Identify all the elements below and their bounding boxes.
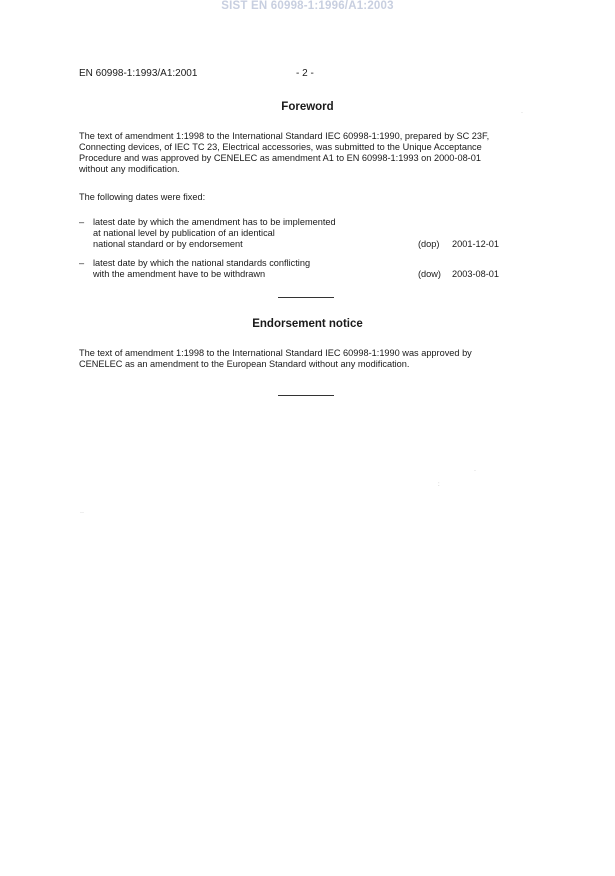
endorsement-line: The text of amendment 1:1998 to the International Standard IEC 60998-1:1990 was approved by (79, 348, 472, 358)
date-item-description (93, 258, 373, 280)
date-item-dow (79, 258, 499, 281)
date-value: 2001-12-01 (452, 239, 499, 249)
date-item-dop (79, 217, 499, 251)
foreword-intro (79, 131, 533, 175)
endorsement-title: Endorsement notice (252, 318, 363, 330)
foreword-intro-line: Procedure and was approved by CENELEC as amendment A1 to EN 60998-1:1993 on 2000-08-01 (79, 153, 481, 163)
endorsement-text (79, 348, 533, 370)
foreword-intro-line: Connecting devices, of IEC TC 23, Electrical accessories, was submitted to the Unique Acceptance (79, 142, 482, 152)
foreword-intro-line: without any modification. (79, 164, 180, 174)
list-dash: – (79, 258, 85, 268)
date-value: 2003-08-01 (452, 269, 499, 279)
date-code: (dow) (418, 269, 441, 279)
foreword-title: Foreword (281, 101, 334, 113)
date-item-line: national standard or by endorsement (93, 239, 243, 249)
foreword-intro-line: The text of amendment 1:1998 to the International Standard IEC 60998-1:1990, prepared by SC 23F, (79, 131, 490, 141)
section-divider (278, 297, 334, 298)
scan-speck: · (521, 110, 523, 116)
scan-speck: : (438, 482, 440, 488)
date-item-line: latest date by which the national standards conflicting (93, 258, 311, 268)
watermark: SIST EN 60998-1:1996/A1:2003 (221, 0, 394, 12)
scan-speck: ·· (80, 510, 84, 516)
date-item-description (93, 217, 373, 250)
list-dash: – (79, 217, 85, 227)
document-reference: EN 60998-1:1993/A1:2001 (79, 68, 198, 79)
date-item-line: with the amendment have to be withdrawn (93, 269, 266, 279)
end-divider (278, 395, 334, 396)
page-number: - 2 - (296, 68, 314, 79)
date-code: (dop) (418, 239, 440, 249)
date-item-line: latest date by which the amendment has to be implemented (93, 217, 336, 227)
endorsement-line: CENELEC as an amendment to the European Standard without any modification. (79, 359, 410, 369)
date-item-line: at national level by publication of an identical (93, 228, 275, 238)
scan-speck: · (474, 468, 476, 474)
dates-intro: The following dates were fixed: (79, 192, 206, 202)
